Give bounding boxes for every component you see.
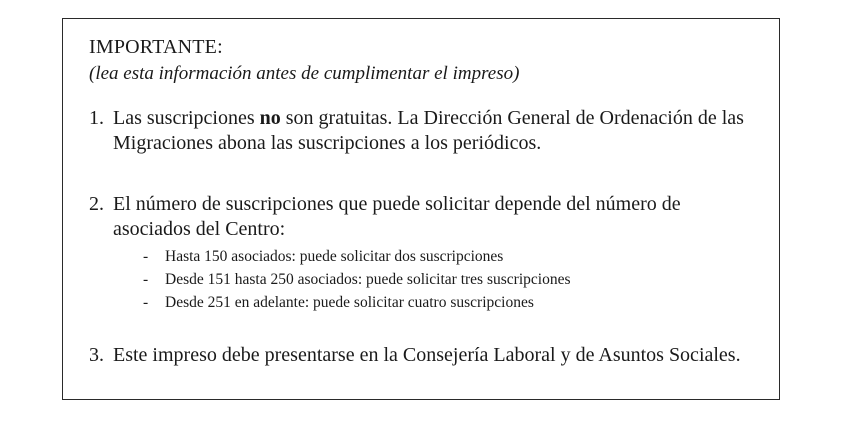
point-text — [113, 192, 753, 242]
subitem-dash: - — [143, 294, 149, 311]
subitem-text: Desde 151 hasta 250 asociados: puede solicitar tres suscripciones — [165, 271, 571, 288]
point-text-bold: depende — [494, 193, 562, 215]
point-number: 3. — [89, 344, 104, 366]
point-text — [113, 106, 753, 156]
point-number: 2. — [89, 193, 104, 215]
notice-box — [62, 18, 780, 400]
point-text-after: son gratuitas. La Dirección General de Ordenación de las Migraciones abona las suscripciones a los periódicos. — [113, 107, 744, 154]
subitem-text: Hasta 150 asociados: puede solicitar dos suscripciones — [165, 248, 504, 265]
point-item — [89, 343, 753, 368]
point-text-before: Las suscripciones — [113, 107, 260, 129]
point-item — [89, 106, 753, 156]
point-text-before: El número de suscripciones que puede solicitar — [113, 193, 495, 215]
notice-heading: IMPORTANTE: — [89, 36, 223, 58]
point-text: Este impreso debe presentarse en la Consejería Laboral y de Asuntos Sociales. — [113, 344, 741, 366]
point-text-bold: no — [259, 107, 281, 129]
point-item — [89, 192, 753, 242]
notice-subheading: (lea esta información antes de cumplimentar el impreso) — [89, 63, 520, 84]
point-text-after: del número de asociados del Centro: — [113, 193, 681, 240]
subitem-text: Desde 251 en adelante: puede solicitar cuatro suscripciones — [165, 294, 534, 311]
point-number: 1. — [89, 107, 104, 129]
subitem-list — [143, 245, 570, 314]
subitem — [143, 245, 570, 268]
subitem-dash: - — [143, 271, 149, 288]
subitem — [143, 268, 570, 291]
subitem — [143, 291, 570, 314]
subitem-dash: - — [143, 248, 149, 265]
